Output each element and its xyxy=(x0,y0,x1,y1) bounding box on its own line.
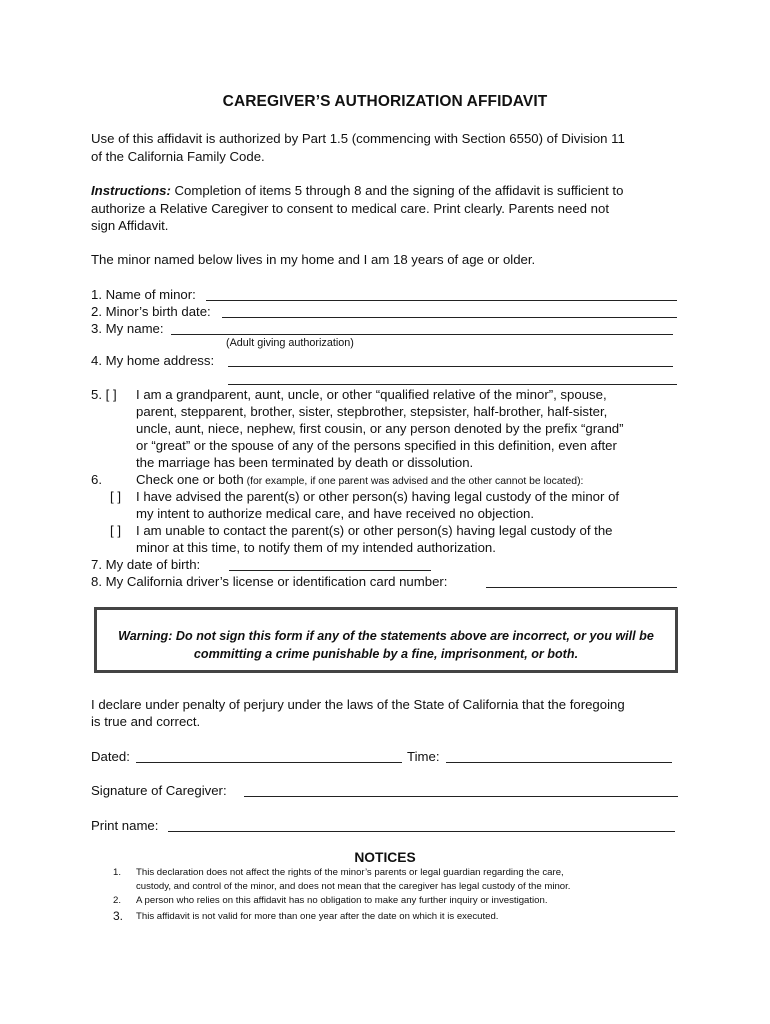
warning-line-2: committing a crime punishable by a fine, imprisonment, or both. xyxy=(193,647,579,661)
notice-1-number: 1. xyxy=(113,867,122,878)
name-of-minor-field[interactable] xyxy=(206,300,677,301)
item6-option1-line-2: my intent to authorize medical care, and have received no objection. xyxy=(136,506,535,521)
name-of-minor-label: 1. Name of minor: xyxy=(91,287,196,302)
item6-heading-text: Check one or both xyxy=(136,472,244,487)
instructions-label: Instructions: xyxy=(91,183,171,198)
item5-line-3: uncle, aunt, niece, nephew, first cousin, or any person denoted by the prefix “grand” xyxy=(136,421,624,436)
dated-label: Dated: xyxy=(91,749,130,764)
item6-option2-line-1: I am unable to contact the parent(s) or other person(s) having legal custody of the xyxy=(136,523,613,538)
minor-birth-date-label: 2. Minor’s birth date: xyxy=(91,304,211,319)
instructions-line-1-text: Completion of items 5 through 8 and the signing of the affidavit is sufficient to xyxy=(170,183,624,198)
notice-1-line-2: custody, and control of the minor, and does not mean that the caregiver has legal custody of the minor. xyxy=(136,881,571,892)
declaration-line-1: I declare under penalty of perjury under the laws of the State of California that the foregoing xyxy=(91,697,625,712)
item5-line-5: the marriage has been terminated by death or dissolution. xyxy=(136,455,474,470)
print-name-label: Print name: xyxy=(91,818,159,833)
notice-2-number: 2. xyxy=(113,895,122,906)
time-label: Time: xyxy=(407,749,440,764)
signature-field[interactable] xyxy=(244,796,678,797)
intro-line-1: Use of this affidavit is authorized by Part 1.5 (commencing with Section 6550) of Division 11 xyxy=(91,131,625,146)
home-address-field-1[interactable] xyxy=(228,366,673,367)
print-name-field[interactable] xyxy=(168,831,675,832)
my-name-note: (Adult giving authorization) xyxy=(226,337,354,349)
intro-line-2: of the California Family Code. xyxy=(91,149,265,164)
item5-line-4: or “great” or the spouse of any of the persons specified in this definition, even after xyxy=(136,438,617,453)
document-title: CAREGIVER’S AUTHORIZATION AFFIDAVIT xyxy=(222,93,548,110)
time-field[interactable] xyxy=(446,762,672,763)
dated-field[interactable] xyxy=(136,762,402,763)
date-of-birth-label: 7. My date of birth: xyxy=(91,557,201,572)
notice-2-line-1: A person who relies on this affidavit has no obligation to make any further inquiry or investigation. xyxy=(136,895,548,906)
home-address-field-2[interactable] xyxy=(228,384,677,385)
item6-number: 6. xyxy=(91,472,102,487)
license-number-label: 8. My California driver’s license or identification card number: xyxy=(91,574,448,589)
notice-3-line-1: This affidavit is not valid for more than one year after the date on which it is executed. xyxy=(136,911,499,922)
item6-heading-note: (for example, if one parent was advised and the other cannot be located): xyxy=(243,476,584,487)
signature-label: Signature of Caregiver: xyxy=(91,783,227,798)
my-name-field[interactable] xyxy=(171,334,673,335)
notice-3-number: 3. xyxy=(113,909,124,923)
residency-statement: The minor named below lives in my home and I am 18 years of age or older. xyxy=(91,252,536,267)
instructions-line-2: authorize a Relative Caregiver to consent to medical care. Print clearly. Parents need not xyxy=(91,201,609,216)
instructions-line-3: sign Affidavit. xyxy=(91,218,169,233)
notice-1-line-1: This declaration does not affect the rights of the minor’s parents or legal guardian regarding the care, xyxy=(136,867,564,878)
date-of-birth-field[interactable] xyxy=(229,570,431,571)
minor-birth-date-field[interactable] xyxy=(222,317,677,318)
item6-option2-checkbox[interactable]: [ ] xyxy=(110,523,121,538)
warning-text xyxy=(97,627,675,663)
home-address-label: 4. My home address: xyxy=(91,353,215,368)
instructions-line-1 xyxy=(91,182,623,200)
item5-checkbox[interactable]: 5. [ ] xyxy=(91,387,117,402)
license-number-field[interactable] xyxy=(486,587,677,588)
warning-box xyxy=(94,607,678,673)
notices-title: NOTICES xyxy=(354,850,416,865)
warning-line-1: Warning: Do not sign this form if any of the statements above are incorrect, or you will be xyxy=(118,629,654,643)
item6-option1-checkbox[interactable]: [ ] xyxy=(110,489,121,504)
item5-line-1: I am a grandparent, aunt, uncle, or other “qualified relative of the minor”, spouse, xyxy=(136,387,607,402)
declaration-line-2: is true and correct. xyxy=(91,714,201,729)
my-name-label: 3. My name: xyxy=(91,321,164,336)
item6-option1-line-1: I have advised the parent(s) or other person(s) having legal custody of the minor of xyxy=(136,489,620,504)
item6-option2-line-2: minor at this time, to notify them of my intended authorization. xyxy=(136,540,496,555)
item5-line-2: parent, stepparent, brother, sister, stepbrother, stepsister, half-brother, half-sister, xyxy=(136,404,608,419)
